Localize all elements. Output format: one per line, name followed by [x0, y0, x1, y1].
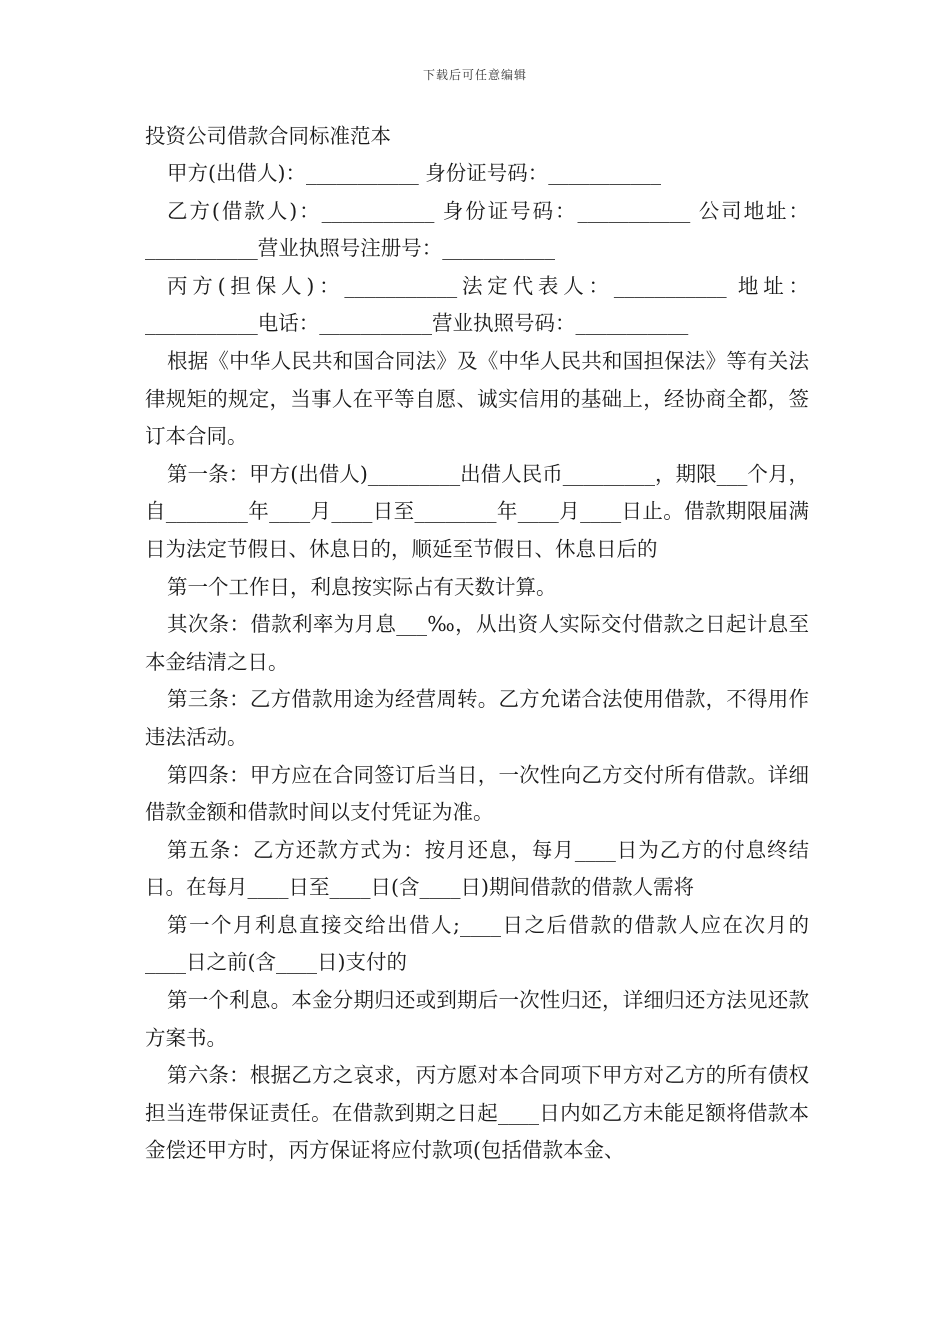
party-b-line: 乙方(借款人)：___________ 身份证号码：___________ 公司地址：___________营业执照号注册号：___________ [145, 198, 809, 261]
preamble-paragraph: 根据《中华人民共和国合同法》及《中华人民共和国担保法》等有关法律规矩的规定，当事人在平等自愿、诚实信用的基础上，经协商全都，签订本合同。 [145, 348, 809, 449]
article-2-paragraph: 其次条：借款利率为月息___‰，从出资人实际交付借款之日起计息至本金结清之日。 [145, 612, 809, 674]
article-6-paragraph: 第六条：根据乙方之哀求，丙方愿对本合同项下甲方对乙方的所有债权担当连带保证责任。在借款到期之日起____日内如乙方未能足额将借款本金偿还甲方时，丙方保证将应付款项(包括借款本金、 [145, 1063, 809, 1163]
party-a-line: 甲方(出借人)：___________ 身份证号码：___________ [167, 161, 662, 185]
article-5-paragraph: 第五条：乙方还款方式为：按月还息，每月____日为乙方的付息终结日。在每月____日至____日(含____日)期间借款的借款人需将 [145, 837, 809, 900]
article-5-continuation-2: 第一个利息。本金分期归还或到期后一次性归还，详细归还方法见还款方案书。 [145, 988, 809, 1050]
header-note: 下载后可任意编辑 [422, 68, 527, 82]
document-body [145, 117, 809, 1170]
party-c-line: 丙方(担保人)：___________法定代表人：___________ 地址：___________电话：___________营业执照号码：___________ [145, 273, 809, 336]
document-title: 投资公司借款合同标准范本 [145, 124, 391, 148]
article-4-paragraph: 第四条：甲方应在合同签订后当日，一次性向乙方交付所有借款。详细借款金额和借款时间以支付凭证为准。 [145, 762, 809, 825]
article-1-paragraph: 第一条：甲方(出借人)_________出借人民币_________，期限___个月，自________年____月____日至________年____月____日止。借款期限届满日为法定节假日、休息日的，顺延至节假日、休息日后的 [145, 461, 809, 561]
article-5-continuation-1: 第一个月利息直接交给出借人;____日之后借款的借款人应在次月的____日之前(含____日)支付的 [145, 912, 809, 975]
article-1-continuation: 第一个工作日，利息按实际占有天数计算。 [167, 574, 557, 599]
article-3-paragraph: 第三条：乙方借款用途为经营周转。乙方允诺合法使用借款，不得用作违法活动。 [145, 687, 809, 749]
